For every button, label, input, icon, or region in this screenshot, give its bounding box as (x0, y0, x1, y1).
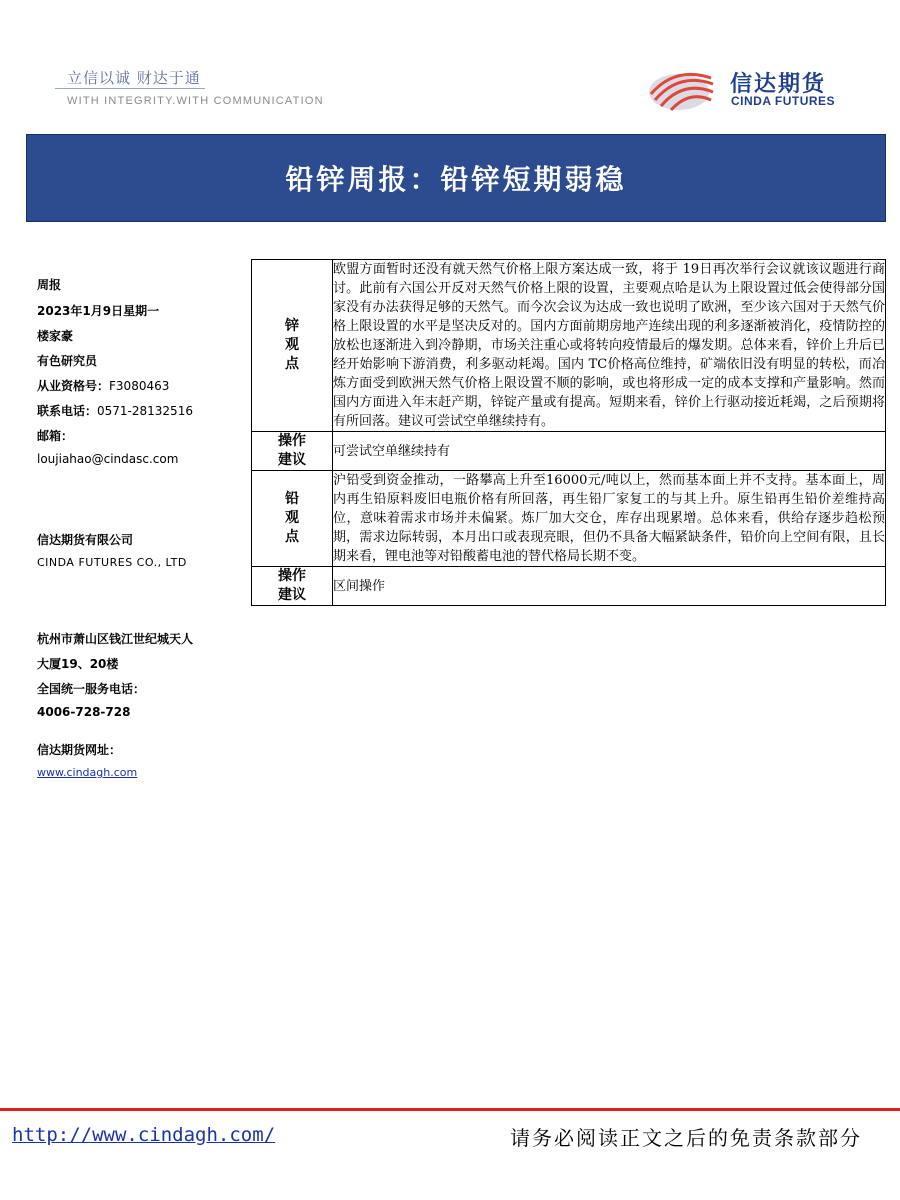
address-line-1: 杭州市萧山区钱江世纪城天人 (37, 632, 194, 646)
footer-divider (0, 1108, 900, 1111)
view-table (251, 259, 886, 606)
lead-advice-label-line: 操作 (278, 568, 306, 584)
zinc-advice-label (252, 432, 333, 471)
zinc-view-row (252, 260, 886, 432)
zinc-view-text: 欧盟方面暂时还没有就天然气价格上限方案达成一致，将于 19日再次举行会议就该议题进行商讨。此前有六国公开反对天然气价格上限的设置，主要观点哈是认为上限设置过低会使得部分国家没有办法获得足够的天然气。而今次会议为达成一致也说明了欧洲，至少该六国对于天然气价格上限设置的水平是坚决反对的。国内方面前期房地产连续出现的利多逐渐被消化，疫情防控的放松也逐渐进入到冷静期，市场关注重心或将转向疫情最后的爆发期。总体来看，锌价上升后已经开始影响下游消费，利多驱动耗竭。国内 TC价格高位维持，矿端依旧没有明显的转松，而冶炼方面受到欧洲天然气价格上限设置不顺的影响，或也将形成一定的成本支撑和产量影响。然而国内方面进入年末赶产期，锌锭产量或有提高。短期来看，锌价上行驱动接近耗竭，之后预期将有所回落。建议可尝试空单继续持有。 (333, 260, 886, 432)
lead-advice-label (252, 567, 333, 606)
license-label: 从业资格号： (37, 379, 110, 393)
lead-view-label (252, 471, 333, 567)
report-date: 2023年1月9日星期一 (37, 304, 160, 318)
footer-disclaimer: 请务必阅读正文之后的免责条款部分 (510, 1126, 862, 1150)
footer-website-link[interactable]: http://www.cindagh.com/ (12, 1124, 276, 1146)
lead-view-row (252, 471, 886, 567)
hotline-label: 全国统一服务电话： (37, 682, 146, 696)
report-type: 周报 (37, 278, 62, 292)
phone-line (37, 402, 193, 419)
lead-advice-row (252, 567, 886, 606)
phone-label: 联系电话： (37, 404, 98, 418)
logo-english-name: CINDA FUTURES (731, 94, 836, 108)
page-header (0, 0, 900, 130)
zinc-advice-label-line: 操作 (278, 433, 306, 449)
lead-advice-text: 区间操作 (333, 567, 886, 606)
zinc-view-label (252, 260, 333, 432)
company-name-cn: 信达期货有限公司 (37, 533, 134, 547)
zinc-view-label-char: 点 (285, 356, 299, 372)
address-line-2: 大厦19、20楼 (37, 657, 119, 671)
email-value[interactable]: loujiahao@cindasc.com (37, 452, 179, 466)
zinc-advice-label-line: 建议 (278, 452, 306, 468)
author-role: 有色研究员 (37, 354, 98, 368)
license-line (37, 377, 169, 394)
lead-view-label-char: 点 (285, 529, 299, 545)
cinda-logo-icon (645, 64, 717, 112)
hotline-value: 4006-728-728 (37, 705, 131, 719)
email-label: 邮箱： (37, 429, 74, 443)
slogan-english: WITH INTEGRITY.WITH COMMUNICATION (67, 95, 324, 107)
phone-value: 0571-28132516 (97, 404, 193, 418)
report-title: 铅锌周报：铅锌短期弱稳 (285, 163, 627, 196)
lead-view-label-char: 观 (285, 510, 299, 526)
slogan-divider (55, 88, 205, 89)
zinc-view-label-char: 锌 (285, 318, 299, 334)
lead-advice-label-line: 建议 (278, 587, 306, 603)
zinc-advice-text: 可尝试空单继续持有 (333, 432, 886, 471)
license-value: F3080463 (109, 379, 170, 393)
author-name: 楼家豪 (37, 329, 74, 343)
company-name-en: CINDA FUTURES CO., LTD (37, 556, 187, 569)
website-label: 信达期货网址： (37, 743, 122, 757)
website-link[interactable]: www.cindagh.com (37, 766, 138, 779)
zinc-advice-row (252, 432, 886, 471)
lead-view-text: 沪铅受到资金推动，一路攀高上升至16000元/吨以上，然而基本面上并不支持。基本面上，周内再生铅原料废旧电瓶价格有所回落，再生铅厂家复工的与其上升。原生铅再生铅价差维持高位，意味着需求市场并未偏紧。炼厂加大交仓，库存出现累增。总体来看，供给存逐步趋松预期，需求边际转弱，本月出口或表现亮眼，但仍不具备大幅紧缺条件，铅价向上空间有限，且长期来看，锂电池等对铅酸蓄电池的替代格局长期不变。 (333, 471, 886, 567)
zinc-view-label-char: 观 (285, 337, 299, 353)
slogan: 立信以诚 财达于通 (67, 69, 201, 87)
logo-chinese-name: 信达期货 (730, 72, 827, 97)
title-banner (26, 134, 886, 222)
lead-view-label-char: 铅 (285, 491, 299, 507)
